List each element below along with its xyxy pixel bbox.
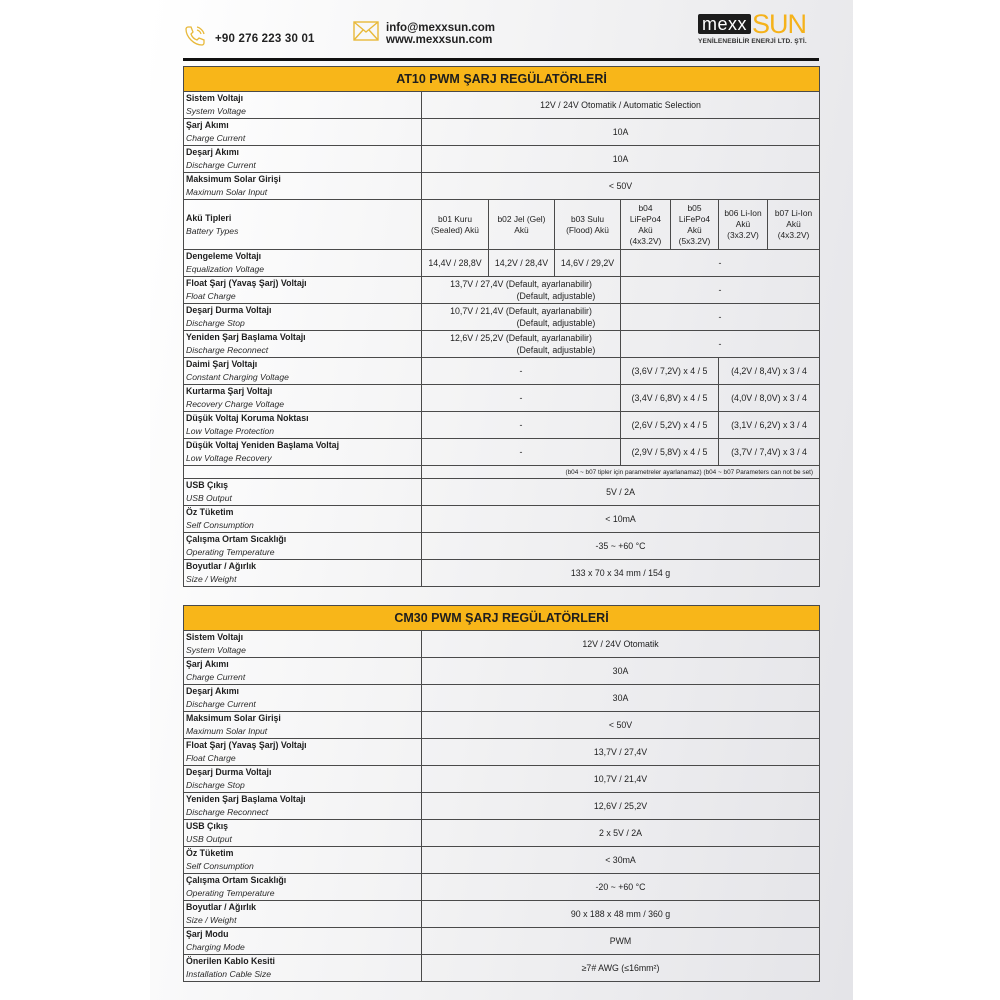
- email-address[interactable]: info@mexxsun.com: [386, 21, 495, 34]
- spec-value-rest: -: [621, 304, 820, 331]
- battery-type-b02: b02 Jel (Gel) Akü: [489, 200, 555, 250]
- spec-value-liion: (3,7V / 7,4V) x 3 / 4: [719, 439, 820, 466]
- spec-value: 2 x 5V / 2A: [422, 820, 820, 847]
- spec-row-recovery-charge: Kurtarma Şarj Voltajı Recovery Charge Voltage - (3,4V / 6,8V) x 4 / 5 (4,0V / 8,0V) x 3 / 4: [184, 385, 820, 412]
- spec-value-lead: -: [422, 385, 621, 412]
- spec-value: 12,6V / 25,2V: [422, 793, 820, 820]
- spec-value-en: (Default, adjustable): [516, 291, 596, 301]
- logo-sun: SUN: [752, 9, 807, 39]
- spec-value-lifepo4: (3,6V / 7,2V) x 4 / 5: [621, 358, 719, 385]
- spec-row-low-voltage-protection: Düşük Voltaj Koruma Noktası Low Voltage Protection - (2,6V / 5,2V) x 4 / 5 (3,1V / 6,2V) x 3 / 4: [184, 412, 820, 439]
- spec-row-operating-temp: Çalışma Ortam Sıcaklığı Operating Temperature -35 ~ +60 °C: [184, 533, 820, 560]
- parameters-note: (b04 ~ b07 tipler için parametreler ayarlanamaz) (b04 ~ b07 Parameters can not be set): [422, 466, 820, 479]
- spec-value-lead: -: [422, 358, 621, 385]
- spec-row-size-weight: Boyutlar / Ağırlık Size / Weight 90 x 188 x 48 mm / 360 g: [184, 901, 820, 928]
- spec-row-low-voltage-recovery: Düşük Voltaj Yeniden Başlama Voltaj Low Voltage Recovery - (2,9V / 5,8V) x 4 / 5 (3,7V / 7,4V) x 3 / 4: [184, 439, 820, 466]
- spec-value: 12,6V / 25,2V (Default, ayarlanabilir): [450, 333, 592, 343]
- spec-value-en: (Default, adjustable): [516, 318, 596, 328]
- battery-type-b04: b04 LiFePo4 Akü (4x3.2V): [621, 200, 671, 250]
- spec-value: 30A: [422, 685, 820, 712]
- spec-row-size-weight: Boyutlar / Ağırlık Size / Weight 133 x 70 x 34 mm / 154 g: [184, 560, 820, 587]
- spec-row-note: [184, 466, 820, 479]
- spec-row-self-consumption: Öz Tüketim Self Consumption < 30mA: [184, 847, 820, 874]
- envelope-icon: [353, 21, 379, 46]
- at10-title: AT10 PWM ŞARJ REGÜLATÖRLERİ: [184, 67, 820, 92]
- spec-value-rest: -: [621, 277, 820, 304]
- spec-row-usb-output: USB Çıkış USB Output 5V / 2A: [184, 479, 820, 506]
- equalization-b02: 14,2V / 28,4V: [489, 250, 555, 277]
- spec-value-liion: (4,0V / 8,0V) x 3 / 4: [719, 385, 820, 412]
- battery-type-b01: b01 Kuru (Sealed) Akü: [422, 200, 489, 250]
- spec-value: 10,7V / 21,4V: [422, 766, 820, 793]
- spec-value: < 50V: [422, 173, 820, 200]
- spec-value: < 50V: [422, 712, 820, 739]
- equalization-rest: -: [621, 250, 820, 277]
- spec-value: 13,7V / 27,4V (Default, ayarlanabilir): [450, 279, 592, 289]
- equalization-b03: 14,6V / 29,2V: [555, 250, 621, 277]
- email-contact: [353, 21, 495, 46]
- spec-row-constant-charging: Daimi Şarj Voltajı Constant Charging Voltage - (3,6V / 7,2V) x 4 / 5 (4,2V / 8,4V) x 3 / 4: [184, 358, 820, 385]
- spec-sheet-page: [150, 0, 853, 1000]
- spec-row-discharge-stop: Deşarj Durma Voltajı Discharge Stop 10,7V / 21,4V (Default, ayarlanabilir) (Default, adjustable) -: [184, 304, 820, 331]
- spec-value-liion: (4,2V / 8,4V) x 3 / 4: [719, 358, 820, 385]
- header-divider: [183, 58, 819, 61]
- phone-contact: [183, 24, 315, 53]
- spec-value: 90 x 188 x 48 mm / 360 g: [422, 901, 820, 928]
- spec-row-discharge-reconnect: Yeniden Şarj Başlama Voltajı Discharge Reconnect 12,6V / 25,2V (Default, ayarlanabilir) (Default, adjustable) -: [184, 331, 820, 358]
- spec-row-usb-output: USB Çıkış USB Output 2 x 5V / 2A: [184, 820, 820, 847]
- spec-row-cable-size: Önerilen Kablo Kesiti Installation Cable Size ≥7# AWG (≤16mm²): [184, 955, 820, 982]
- spec-value: -35 ~ +60 °C: [422, 533, 820, 560]
- battery-type-b03: b03 Sulu (Flood) Akü: [555, 200, 621, 250]
- spec-value-lifepo4: (3,4V / 6,8V) x 4 / 5: [621, 385, 719, 412]
- spec-row-charge-current: Şarj Akımı Charge Current 30A: [184, 658, 820, 685]
- page-header: [150, 0, 853, 62]
- spec-value: 10A: [422, 119, 820, 146]
- spec-row-battery-types: Akü Tipleri Battery Types b01 Kuru (Sealed) Akü b02 Jel (Gel) Akü b03 Sulu (Flood) Akü b04 LiFePo4 Akü (4x3.2V) b05 LiFePo4 Akü (5x3.2V) b06 Li-Ion Akü (3x3.2V) b07 Li-Ion Akü (4x3.2V): [184, 200, 820, 250]
- spec-row-max-solar: Maksimum Solar Girişi Maximum Solar Input < 50V: [184, 173, 820, 200]
- spec-value: 30A: [422, 658, 820, 685]
- battery-type-b05: b05 LiFePo4 Akü (5x3.2V): [671, 200, 719, 250]
- spec-value-en: (Default, adjustable): [516, 345, 596, 355]
- spec-value: PWM: [422, 928, 820, 955]
- spec-row-system-voltage: Sistem Voltajı System Voltage 12V / 24V Otomatik: [184, 631, 820, 658]
- battery-type-b06: b06 Li-Ion Akü (3x3.2V): [719, 200, 768, 250]
- spec-row-discharge-stop: Deşarj Durma Voltajı Discharge Stop 10,7V / 21,4V: [184, 766, 820, 793]
- phone-icon: [183, 24, 207, 53]
- spec-value: 10A: [422, 146, 820, 173]
- spec-row-float-charge: Float Şarj (Yavaş Şarj) Voltajı Float Charge 13,7V / 27,4V: [184, 739, 820, 766]
- spec-value-liion: (3,1V / 6,2V) x 3 / 4: [719, 412, 820, 439]
- spec-value-lead: -: [422, 439, 621, 466]
- mexxsun-logo: [698, 9, 823, 45]
- spec-value-lifepo4: (2,9V / 5,8V) x 4 / 5: [621, 439, 719, 466]
- spec-value: ≥7# AWG (≤16mm²): [422, 955, 820, 982]
- website-link[interactable]: www.mexxsun.com: [386, 33, 493, 46]
- spec-row-equalization: Dengeleme Voltajı Equalization Voltage 14,4V / 28,8V 14,2V / 28,4V 14,6V / 29,2V -: [184, 250, 820, 277]
- spec-value: -20 ~ +60 °C: [422, 874, 820, 901]
- spec-row-discharge-reconnect: Yeniden Şarj Başlama Voltajı Discharge Reconnect 12,6V / 25,2V: [184, 793, 820, 820]
- spec-row-self-consumption: Öz Tüketim Self Consumption < 10mA: [184, 506, 820, 533]
- cm30-spec-table: [183, 605, 820, 982]
- at10-spec-table: [183, 66, 820, 587]
- spec-value-lead: -: [422, 412, 621, 439]
- spec-value-lifepo4: (2,6V / 5,2V) x 4 / 5: [621, 412, 719, 439]
- logo-subtitle: YENİLENEBİLİR ENERJİ LTD. ŞTİ.: [698, 38, 807, 45]
- equalization-b01: 14,4V / 28,8V: [422, 250, 489, 277]
- logo-mexx: mexx: [698, 14, 751, 34]
- phone-number[interactable]: +90 276 223 30 01: [215, 32, 315, 45]
- spec-value: 5V / 2A: [422, 479, 820, 506]
- spec-row-operating-temp: Çalışma Ortam Sıcaklığı Operating Temperature -20 ~ +60 °C: [184, 874, 820, 901]
- spec-value: 12V / 24V Otomatik / Automatic Selection: [422, 92, 820, 119]
- battery-type-b07: b07 Li-Ion Akü (4x3.2V): [768, 200, 820, 250]
- spec-value: < 10mA: [422, 506, 820, 533]
- spec-value: 10,7V / 21,4V (Default, ayarlanabilir): [450, 306, 592, 316]
- spec-value: < 30mA: [422, 847, 820, 874]
- cm30-title: CM30 PWM ŞARJ REGÜLATÖRLERİ: [184, 606, 820, 631]
- spec-row-discharge-current: Deşarj Akımı Discharge Current 30A: [184, 685, 820, 712]
- spec-row-discharge-current: Deşarj Akımı Discharge Current 10A: [184, 146, 820, 173]
- spec-row-system-voltage: Sistem Voltajı System Voltage 12V / 24V Otomatik / Automatic Selection: [184, 92, 820, 119]
- spec-value: 12V / 24V Otomatik: [422, 631, 820, 658]
- spec-value: 133 x 70 x 34 mm / 154 g: [422, 560, 820, 587]
- spec-row-max-solar: Maksimum Solar Girişi Maximum Solar Input < 50V: [184, 712, 820, 739]
- spec-row-charging-mode: Şarj Modu Charging Mode PWM: [184, 928, 820, 955]
- spec-value: 13,7V / 27,4V: [422, 739, 820, 766]
- spec-value-rest: -: [621, 331, 820, 358]
- spec-row-float-charge: Float Şarj (Yavaş Şarj) Voltajı Float Charge 13,7V / 27,4V (Default, ayarlanabilir) (Default, adjustable) -: [184, 277, 820, 304]
- spec-row-charge-current: Şarj Akımı Charge Current 10A: [184, 119, 820, 146]
